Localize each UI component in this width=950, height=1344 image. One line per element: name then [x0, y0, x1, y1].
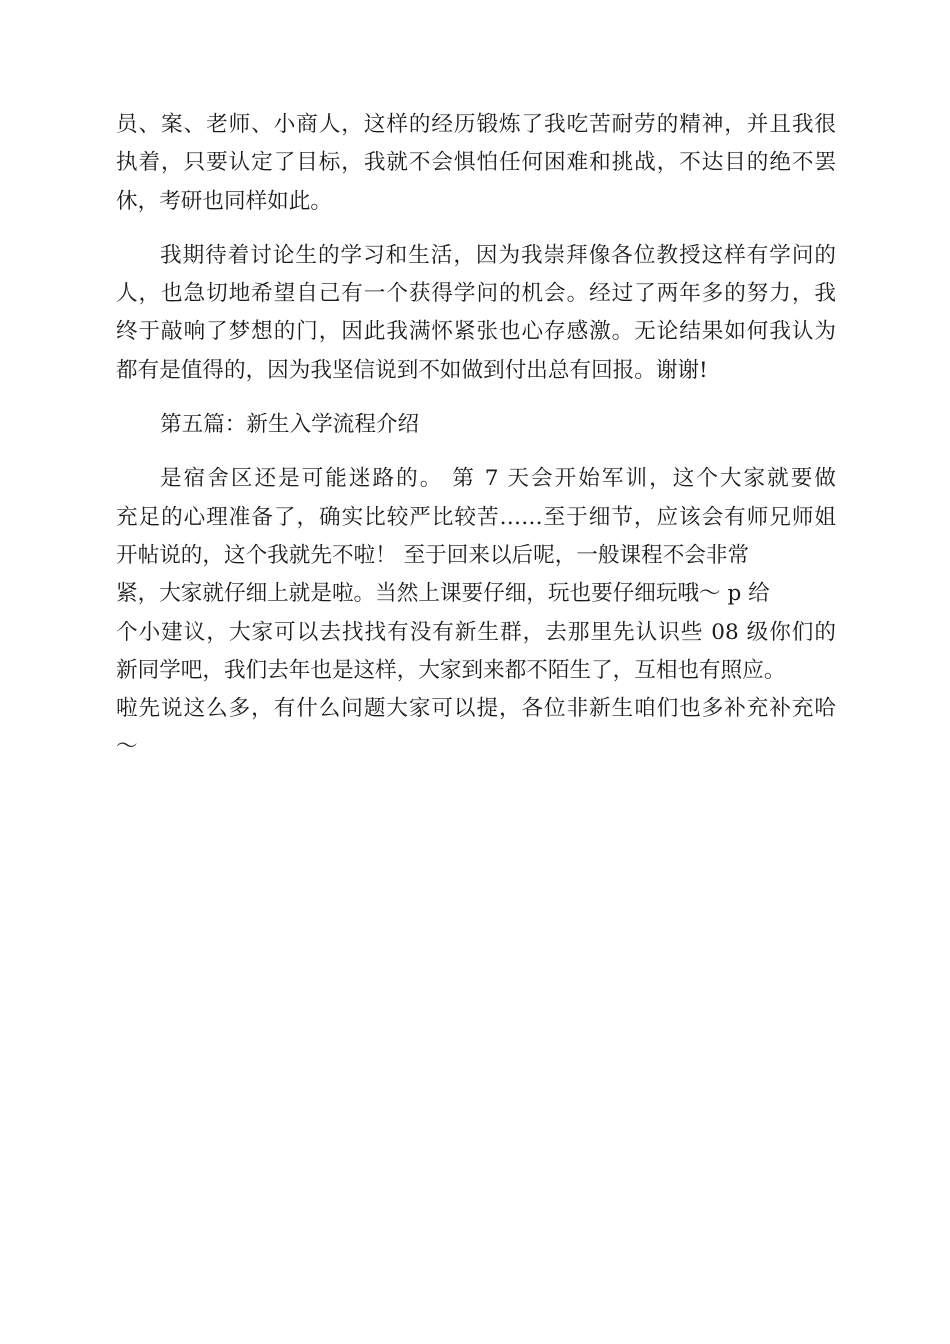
text-line: 员、案、老师、小商人，这样的经历锻炼了我吃苦耐劳的精神，并且我很 [116, 112, 836, 137]
text-line: ～ [116, 734, 138, 760]
text-line: 紧，大家就仔细上就是啦。当然上课要仔细，玩也要仔细玩哦～ p 给 [116, 581, 770, 607]
text-line: 终于敲响了梦想的门，因此我满怀紧张也心存感激。无论结果如何我认为 [116, 319, 836, 345]
document-body [116, 106, 836, 767]
text-line: 新同学吧，我们去年也是这样，大家到来都不陌生了，互相也有照应。 [116, 657, 786, 683]
text-line: 都有是值得的，因为我坚信说到不如做到付出总有回报。谢谢! [116, 357, 708, 383]
text-line: 是宿舍区还是可能迷路的。 第 7 天会开始军训，这个大家就要做 [160, 466, 836, 492]
section-heading [116, 406, 836, 444]
paragraph-spacer [116, 390, 836, 406]
text-line: 我期待着讨论生的学习和生活，因为我崇拜像各位教授这样有学问的 [160, 242, 836, 268]
paragraph-spacer [116, 221, 836, 237]
text-line: 开帖说的，这个我就先不啦！ 至于回来以后呢，一般课程不会非常 [116, 542, 750, 568]
paragraph-spacer [116, 444, 836, 460]
text-line: 充足的心理准备了，确实比较严比较苦……至于细节，应该会有师兄师姐 [116, 504, 836, 530]
text-line: 休，考研也同样如此。 [116, 188, 332, 214]
text-line: 人，也急切地希望自己有一个获得学问的机会。经过了两年多的努力，我 [116, 281, 836, 307]
paragraph-2 [116, 237, 836, 390]
text-line: 啦先说这么多，有什么问题大家可以提，各位非新生咱们也多补充补充哈 [116, 696, 836, 722]
text-line: 执着，只要认定了目标，我就不会惧怕任何困难和挑战，不达目的绝不罢 [116, 150, 836, 176]
text-line: 个小建议，大家可以去找找有没有新生群，去那里先认识些 08 级你们的 [116, 619, 836, 645]
paragraph-1 [116, 106, 836, 221]
paragraph-3 [116, 460, 836, 766]
heading-text: 第五篇：新生入学流程介绍 [160, 412, 420, 438]
